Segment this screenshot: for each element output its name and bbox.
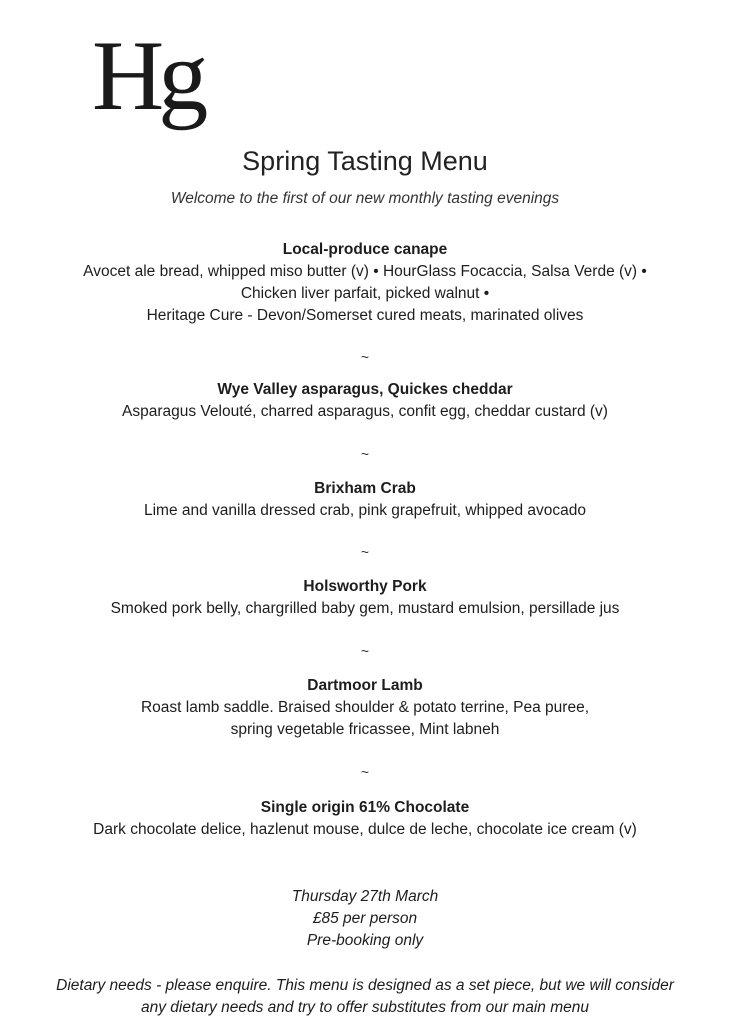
menu-title: Spring Tasting Menu xyxy=(242,146,488,176)
course-name-crab: Brixham Crab xyxy=(314,480,416,497)
course-name-chocolate: Single origin 61% Chocolate xyxy=(260,799,470,816)
course-line: Dark chocolate delice, hazlenut mouse, dulce de leche, chocolate ice cream (v) xyxy=(93,821,637,838)
course-line: Roast lamb saddle. Braised shoulder & potato terrine, Pea puree, xyxy=(140,699,590,716)
hg-logo: Hg xyxy=(92,20,203,131)
course-line: spring vegetable fricassee, Mint labneh xyxy=(230,721,500,738)
course-name-asparagus: Wye Valley asparagus, Quickes cheddar xyxy=(217,381,513,398)
course-separator: ~ xyxy=(360,446,370,462)
course-line: Lime and vanilla dressed crab, pink grapefruit, whipped avocado xyxy=(143,502,586,519)
dietary-note-line: any dietary needs and try to offer substitutes from our main menu xyxy=(140,999,589,1016)
course-name-pork: Holsworthy Pork xyxy=(303,578,427,595)
menu-subtitle: Welcome to the first of our new monthly tasting evenings xyxy=(170,190,560,207)
course-line: Smoked pork belly, chargrilled baby gem, mustard emulsion, persillade jus xyxy=(110,600,620,617)
event-price: £85 per person xyxy=(312,910,418,927)
course-line: Avocet ale bread, whipped miso butter (v) • HourGlass Focaccia, Salsa Verde (v) • xyxy=(83,263,647,280)
course-separator: ~ xyxy=(360,643,370,659)
event-date: Thursday 27th March xyxy=(291,888,439,905)
course-name-lamb: Dartmoor Lamb xyxy=(307,677,423,694)
course-separator: ~ xyxy=(360,764,370,780)
course-separator: ~ xyxy=(360,349,370,365)
event-booking: Pre-booking only xyxy=(306,932,424,949)
course-line: Asparagus Velouté, charred asparagus, confit egg, cheddar custard (v) xyxy=(122,403,608,420)
course-line: Chicken liver parfait, picked walnut • xyxy=(240,285,490,302)
course-line: Heritage Cure - Devon/Somerset cured meats, marinated olives xyxy=(146,307,584,324)
course-separator: ~ xyxy=(360,544,370,560)
course-name-canape: Local-produce canape xyxy=(282,241,448,258)
dietary-note-line: Dietary needs - please enquire. This menu is designed as a set piece, but we will consider xyxy=(56,977,674,994)
